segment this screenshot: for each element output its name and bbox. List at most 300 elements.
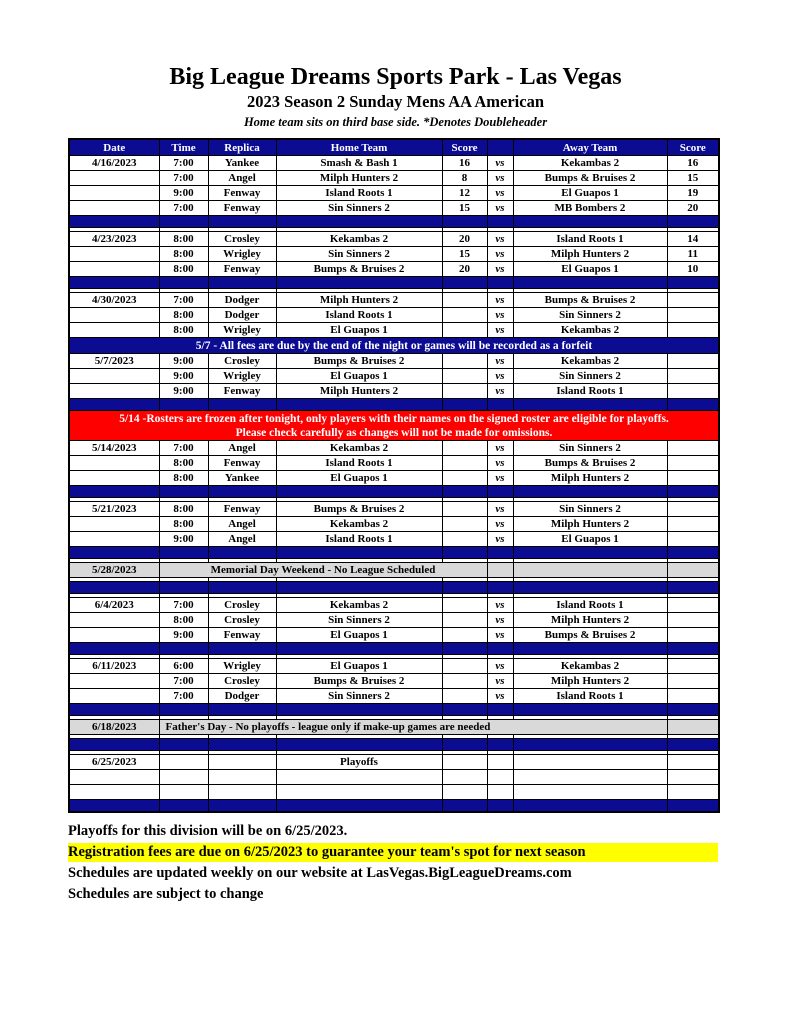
separator-row [69, 739, 719, 751]
time-cell: 9:00 [159, 384, 208, 399]
footer-website-note: Schedules are updated weekly on our website at LasVegas.BigLeagueDreams.com [68, 865, 572, 881]
holiday-text-cell: Memorial Day Weekend - No League Scheduled [159, 563, 487, 578]
separator-cell [276, 547, 442, 559]
separator-cell [276, 216, 442, 228]
separator-row [69, 486, 719, 498]
separator-cell [487, 704, 513, 716]
replica-cell: Fenway [208, 628, 276, 643]
separator-cell [487, 277, 513, 289]
separator-cell [69, 582, 159, 594]
game-row [69, 628, 719, 643]
separator-cell [667, 486, 719, 498]
away-score-cell [667, 598, 719, 613]
home-score-cell [442, 659, 487, 674]
home-team-cell [276, 785, 442, 800]
home-score-cell: 20 [442, 262, 487, 277]
home-team-cell: Milph Hunters 2 [276, 293, 442, 308]
away-score-cell [667, 785, 719, 800]
home-score-cell [442, 441, 487, 456]
away-team-cell [513, 770, 667, 785]
home-team-cell: Bumps & Bruises 2 [276, 502, 442, 517]
separator-cell [487, 399, 513, 411]
date-cell [69, 201, 159, 216]
home-team-cell: El Guapos 1 [276, 369, 442, 384]
separator-cell [442, 739, 487, 751]
home-team-cell: El Guapos 1 [276, 628, 442, 643]
replica-cell [208, 785, 276, 800]
time-cell: 8:00 [159, 247, 208, 262]
vs-cell [487, 755, 513, 770]
away-team-cell: Bumps & Bruises 2 [513, 628, 667, 643]
replica-cell: Angel [208, 532, 276, 547]
vs-cell: vs [487, 441, 513, 456]
away-team-cell: Bumps & Bruises 2 [513, 456, 667, 471]
time-cell: 6:00 [159, 659, 208, 674]
separator-cell [208, 277, 276, 289]
away-score-cell [667, 720, 719, 735]
separator-cell [159, 739, 208, 751]
home-score-cell: 15 [442, 247, 487, 262]
replica-cell: Crosley [208, 354, 276, 369]
game-row [69, 785, 719, 800]
home-score-cell [442, 308, 487, 323]
separator-cell [159, 216, 208, 228]
home-team-cell: Bumps & Bruises 2 [276, 674, 442, 689]
separator-cell [487, 739, 513, 751]
separator-cell [208, 643, 276, 655]
separator-cell [276, 800, 442, 813]
separator-cell [442, 277, 487, 289]
separator-cell [276, 739, 442, 751]
footer-playoffs-note: Playoffs for this division will be on 6/25/2023. [68, 823, 348, 839]
separator-cell [513, 399, 667, 411]
home-score-header: Score [442, 139, 487, 156]
title-block [0, 0, 791, 131]
vs-cell: vs [487, 323, 513, 338]
home-score-cell [442, 785, 487, 800]
home-score-cell [442, 628, 487, 643]
separator-cell [667, 643, 719, 655]
date-cell: 5/28/2023 [69, 563, 159, 578]
date-cell [69, 689, 159, 704]
game-row [69, 384, 719, 399]
holiday-row [69, 720, 719, 735]
vs-cell: vs [487, 186, 513, 201]
separator-cell [513, 704, 667, 716]
separator-cell [159, 643, 208, 655]
home-score-cell [442, 517, 487, 532]
home-team-cell: Playoffs [276, 755, 442, 770]
replica-cell: Yankee [208, 471, 276, 486]
away-score-cell [667, 293, 719, 308]
away-score-cell [667, 517, 719, 532]
game-row [69, 674, 719, 689]
away-score-cell [667, 628, 719, 643]
date-cell [69, 384, 159, 399]
time-cell: 8:00 [159, 262, 208, 277]
home-score-cell [442, 755, 487, 770]
separator-cell [69, 216, 159, 228]
home-team-cell: El Guapos 1 [276, 471, 442, 486]
date-cell [69, 770, 159, 785]
away-team-cell: MB Bombers 2 [513, 201, 667, 216]
replica-cell: Wrigley [208, 247, 276, 262]
separator-cell [159, 486, 208, 498]
separator-cell [69, 704, 159, 716]
separator-cell [513, 582, 667, 594]
date-cell: 4/30/2023 [69, 293, 159, 308]
separator-cell [513, 547, 667, 559]
vs-cell [487, 785, 513, 800]
time-cell: 7:00 [159, 441, 208, 456]
home-score-cell: 15 [442, 201, 487, 216]
game-row [69, 659, 719, 674]
away-score-cell [667, 659, 719, 674]
vs-cell: vs [487, 354, 513, 369]
away-score-cell: 11 [667, 247, 719, 262]
separator-cell [208, 739, 276, 751]
separator-cell [69, 800, 159, 813]
replica-cell: Crosley [208, 674, 276, 689]
away-score-cell: 20 [667, 201, 719, 216]
separator-cell [276, 704, 442, 716]
away-team-cell: Sin Sinners 2 [513, 441, 667, 456]
home-score-cell: 20 [442, 232, 487, 247]
replica-cell: Wrigley [208, 323, 276, 338]
game-row [69, 770, 719, 785]
separator-cell [487, 216, 513, 228]
footer-change-note: Schedules are subject to change [68, 886, 264, 902]
away-team-cell: Island Roots 1 [513, 598, 667, 613]
away-team-cell: Milph Hunters 2 [513, 517, 667, 532]
date-cell [69, 186, 159, 201]
date-cell [69, 456, 159, 471]
time-cell [159, 770, 208, 785]
home-team-cell: Sin Sinners 2 [276, 247, 442, 262]
vs-cell: vs [487, 308, 513, 323]
away-score-cell [667, 532, 719, 547]
game-row [69, 613, 719, 628]
separator-cell [208, 486, 276, 498]
vs-cell: vs [487, 384, 513, 399]
away-team-cell: Kekambas 2 [513, 323, 667, 338]
game-row [69, 262, 719, 277]
separator-cell [442, 547, 487, 559]
separator-row [69, 277, 719, 289]
away-score-header: Score [667, 139, 719, 156]
game-row [69, 232, 719, 247]
home-score-cell [442, 369, 487, 384]
separator-cell [69, 399, 159, 411]
away-team-cell: El Guapos 1 [513, 186, 667, 201]
date-cell [69, 471, 159, 486]
separator-cell [442, 800, 487, 813]
vs-cell: vs [487, 674, 513, 689]
separator-cell [442, 704, 487, 716]
away-team-cell: Bumps & Bruises 2 [513, 171, 667, 186]
date-cell [69, 369, 159, 384]
away-team-cell: Island Roots 1 [513, 384, 667, 399]
away-score-cell [667, 369, 719, 384]
page-subtitle: 2023 Season 2 Sunday Mens AA American [246, 92, 545, 111]
replica-cell: Dodger [208, 308, 276, 323]
vs-cell: vs [487, 598, 513, 613]
game-row [69, 689, 719, 704]
separator-cell [667, 399, 719, 411]
game-row [69, 323, 719, 338]
away-score-cell [667, 502, 719, 517]
page-title: Big League Dreams Sports Park - Las Vegas [169, 64, 622, 90]
home-team-cell: Kekambas 2 [276, 441, 442, 456]
holiday-row [69, 563, 719, 578]
separator-row [69, 582, 719, 594]
home-score-cell [442, 323, 487, 338]
separator-cell [69, 277, 159, 289]
time-cell: 7:00 [159, 156, 208, 171]
game-row [69, 293, 719, 308]
separator-cell [159, 277, 208, 289]
away-team-cell: Island Roots 1 [513, 232, 667, 247]
separator-cell [487, 643, 513, 655]
replica-cell: Crosley [208, 232, 276, 247]
home-team-cell: Bumps & Bruises 2 [276, 354, 442, 369]
game-row [69, 598, 719, 613]
time-cell: 9:00 [159, 628, 208, 643]
time-cell: 7:00 [159, 689, 208, 704]
replica-cell: Dodger [208, 293, 276, 308]
time-cell: 7:00 [159, 598, 208, 613]
home-score-cell: 8 [442, 171, 487, 186]
home-score-cell [442, 354, 487, 369]
separator-cell [69, 547, 159, 559]
separator-cell [667, 277, 719, 289]
holiday-text-cell: Father's Day - No playoffs - league only if make-up games are needed [159, 720, 667, 735]
away-team-cell: Kekambas 2 [513, 156, 667, 171]
game-row [69, 456, 719, 471]
date-cell [69, 323, 159, 338]
replica-cell: Angel [208, 517, 276, 532]
replica-cell: Angel [208, 441, 276, 456]
home-score-cell [442, 689, 487, 704]
separator-cell [667, 800, 719, 813]
game-row [69, 354, 719, 369]
away-team-cell: Island Roots 1 [513, 689, 667, 704]
vs-cell: vs [487, 369, 513, 384]
separator-cell [487, 582, 513, 594]
vs-cell: vs [487, 613, 513, 628]
separator-row [69, 399, 719, 411]
separator-row [69, 800, 719, 813]
time-cell: 8:00 [159, 502, 208, 517]
date-cell [69, 785, 159, 800]
home-team-cell: Bumps & Bruises 2 [276, 262, 442, 277]
game-row [69, 156, 719, 171]
replica-cell: Yankee [208, 156, 276, 171]
away-team-header: Away Team [513, 139, 667, 156]
vs-cell: vs [487, 247, 513, 262]
separator-cell [667, 704, 719, 716]
game-row [69, 171, 719, 186]
away-team-cell [513, 755, 667, 770]
vs-cell: vs [487, 471, 513, 486]
date-cell [69, 674, 159, 689]
home-score-cell: 12 [442, 186, 487, 201]
separator-cell [513, 739, 667, 751]
vs-header [487, 139, 513, 156]
vs-cell: vs [487, 689, 513, 704]
away-score-cell [667, 613, 719, 628]
away-score-cell [667, 770, 719, 785]
separator-row [69, 216, 719, 228]
game-row [69, 502, 719, 517]
separator-cell [208, 704, 276, 716]
fees-notice-row [69, 338, 719, 354]
date-cell: 5/7/2023 [69, 354, 159, 369]
separator-cell [442, 399, 487, 411]
separator-cell [487, 547, 513, 559]
vs-cell: vs [487, 262, 513, 277]
separator-cell [208, 216, 276, 228]
away-score-cell [667, 674, 719, 689]
home-team-cell [276, 770, 442, 785]
footer-registration-note: Registration fees are due on 6/25/2023 to guarantee your team's spot for next season [68, 843, 718, 862]
separator-cell [513, 277, 667, 289]
replica-cell: Wrigley [208, 659, 276, 674]
separator-cell [667, 547, 719, 559]
time-cell: 8:00 [159, 308, 208, 323]
home-team-header: Home Team [276, 139, 442, 156]
date-cell [69, 308, 159, 323]
away-team-cell: Kekambas 2 [513, 659, 667, 674]
date-cell [69, 247, 159, 262]
home-team-cell: Island Roots 1 [276, 532, 442, 547]
schedule-table [68, 138, 720, 813]
date-cell [69, 517, 159, 532]
game-row [69, 755, 719, 770]
away-score-cell [667, 689, 719, 704]
away-team-cell: Milph Hunters 2 [513, 471, 667, 486]
vs-cell [487, 563, 513, 578]
home-score-cell [442, 293, 487, 308]
away-team-cell: El Guapos 1 [513, 262, 667, 277]
separator-cell [276, 643, 442, 655]
separator-cell [276, 582, 442, 594]
time-cell: 9:00 [159, 354, 208, 369]
replica-cell: Dodger [208, 689, 276, 704]
date-cell: 6/11/2023 [69, 659, 159, 674]
date-cell: 4/16/2023 [69, 156, 159, 171]
separator-cell [69, 643, 159, 655]
home-team-cell: Smash & Bash 1 [276, 156, 442, 171]
away-score-cell [667, 563, 719, 578]
date-cell [69, 262, 159, 277]
separator-cell [442, 486, 487, 498]
separator-cell [159, 582, 208, 594]
home-team-cell: Sin Sinners 2 [276, 201, 442, 216]
time-cell: 8:00 [159, 471, 208, 486]
home-team-cell: Sin Sinners 2 [276, 689, 442, 704]
separator-row [69, 547, 719, 559]
home-score-cell [442, 502, 487, 517]
date-cell: 6/18/2023 [69, 720, 159, 735]
game-row [69, 201, 719, 216]
separator-cell [208, 547, 276, 559]
away-team-cell: El Guapos 1 [513, 532, 667, 547]
vs-cell: vs [487, 201, 513, 216]
away-team-cell: Sin Sinners 2 [513, 308, 667, 323]
time-cell: 8:00 [159, 456, 208, 471]
separator-cell [442, 216, 487, 228]
vs-cell: vs [487, 293, 513, 308]
replica-header: Replica [208, 139, 276, 156]
replica-cell: Crosley [208, 598, 276, 613]
replica-cell: Fenway [208, 186, 276, 201]
time-cell: 7:00 [159, 674, 208, 689]
away-score-cell [667, 354, 719, 369]
time-cell: 7:00 [159, 201, 208, 216]
home-score-cell: 16 [442, 156, 487, 171]
separator-cell [513, 486, 667, 498]
home-score-cell [442, 532, 487, 547]
away-score-cell: 19 [667, 186, 719, 201]
replica-cell: Fenway [208, 262, 276, 277]
separator-cell [442, 643, 487, 655]
separator-row [69, 643, 719, 655]
replica-cell [208, 770, 276, 785]
notice-line: 5/14 -Rosters are frozen after tonight, only players with their names on the signed roster are eligible for playoffs. [119, 412, 669, 425]
separator-cell [208, 399, 276, 411]
separator-cell [513, 216, 667, 228]
date-cell: 5/21/2023 [69, 502, 159, 517]
replica-cell: Fenway [208, 456, 276, 471]
separator-cell [276, 399, 442, 411]
date-header: Date [69, 139, 159, 156]
time-cell [159, 785, 208, 800]
date-cell: 6/25/2023 [69, 755, 159, 770]
time-cell: 8:00 [159, 323, 208, 338]
separator-cell [208, 582, 276, 594]
vs-cell [487, 770, 513, 785]
away-team-cell: Milph Hunters 2 [513, 247, 667, 262]
time-cell: 7:00 [159, 171, 208, 186]
separator-cell [159, 399, 208, 411]
home-team-cell: Island Roots 1 [276, 186, 442, 201]
separator-cell [276, 277, 442, 289]
game-row [69, 369, 719, 384]
vs-cell: vs [487, 502, 513, 517]
home-score-cell [442, 613, 487, 628]
vs-cell: vs [487, 171, 513, 186]
home-team-cell: Island Roots 1 [276, 456, 442, 471]
separator-cell [442, 582, 487, 594]
home-team-cell: Island Roots 1 [276, 308, 442, 323]
date-cell [69, 171, 159, 186]
away-team-cell: Kekambas 2 [513, 354, 667, 369]
separator-cell [159, 704, 208, 716]
replica-cell: Crosley [208, 613, 276, 628]
notice-line: Please check carefully as changes will not be made for omissions. [235, 426, 553, 439]
time-cell: 7:00 [159, 293, 208, 308]
time-header: Time [159, 139, 208, 156]
away-score-cell [667, 323, 719, 338]
away-team-cell [513, 563, 667, 578]
game-row [69, 186, 719, 201]
footer-notes [68, 822, 791, 904]
time-cell: 8:00 [159, 613, 208, 628]
home-team-cell: El Guapos 1 [276, 659, 442, 674]
game-row [69, 441, 719, 456]
away-score-cell: 16 [667, 156, 719, 171]
